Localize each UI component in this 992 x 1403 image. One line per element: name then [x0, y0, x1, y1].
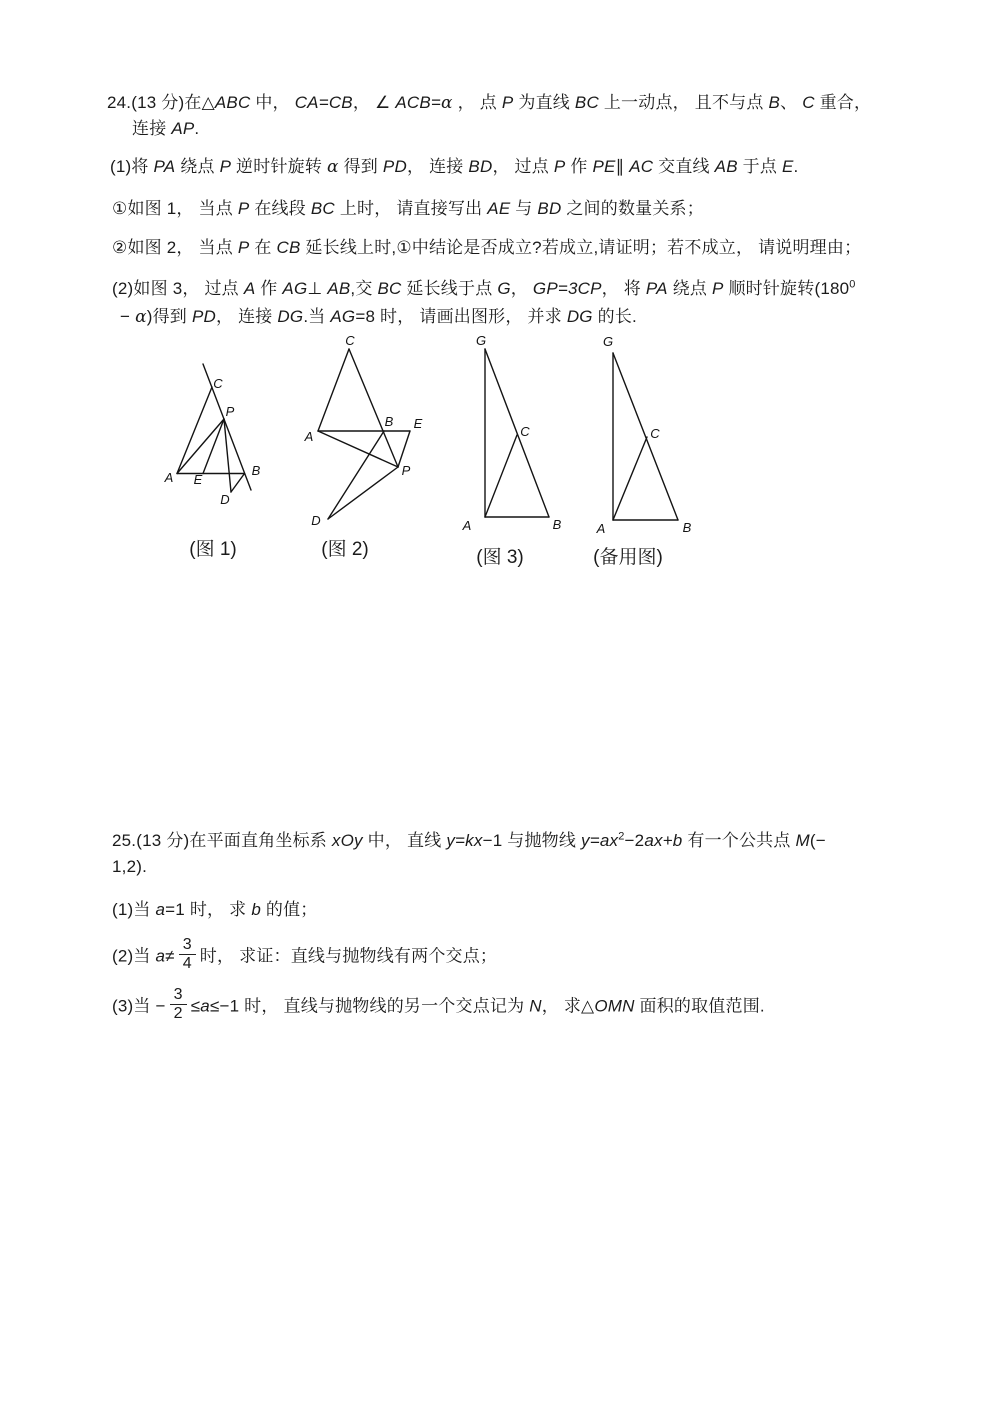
text-segment: 与 [510, 199, 538, 218]
text-segment: ≠ [165, 946, 175, 966]
vertex-label-G: G [602, 334, 614, 349]
vertex-label-C: C [213, 376, 223, 391]
text-segment: P [237, 199, 250, 218]
text-segment: ≤ [190, 996, 201, 1016]
text-segment: 逆时针旋转 [231, 157, 327, 176]
vertex-label-C: C [345, 333, 355, 348]
vertex-label-P: P [225, 404, 235, 419]
text-segment: AG [282, 279, 308, 298]
text-segment: 之间的数量关系； [561, 199, 704, 218]
text-segment: . [793, 157, 799, 176]
vertex-label-D: D [311, 513, 321, 528]
text-segment: BC [574, 93, 599, 112]
text-segment: AB [327, 279, 351, 298]
figure-line [328, 467, 398, 519]
figure-3-caption: (图 3) [476, 547, 524, 568]
text-segment: ， 连接 [215, 307, 278, 326]
p25-line-5 [112, 988, 765, 1026]
text-segment: BC [377, 279, 402, 298]
text-segment: α [441, 93, 453, 113]
text-segment: 中， [250, 93, 295, 112]
text-segment: a [200, 996, 210, 1016]
text-segment: ACB= [395, 93, 442, 112]
text-segment: 有一个公共点 [682, 831, 796, 850]
text-segment: ， 连接 [406, 157, 469, 176]
text-segment: G [497, 279, 511, 298]
p24-line-6 [112, 278, 856, 300]
text-segment: 时， 求证：直线与抛物线有两个交点； [199, 946, 498, 966]
vertex-label-D: D [220, 492, 230, 507]
text-segment: ， 过点 [492, 157, 554, 176]
text-segment: (2)当 [112, 946, 156, 966]
text-segment: A [243, 279, 256, 298]
figure-line [328, 431, 384, 519]
text-segment: P [501, 93, 514, 112]
text-segment: 于点 [737, 157, 782, 176]
text-segment: a [155, 946, 166, 966]
text-segment: 顺时针旋转(180 [723, 279, 850, 298]
text-segment: BC [310, 199, 335, 218]
text-segment: AP [171, 119, 195, 138]
text-segment: CB [276, 238, 301, 257]
text-segment: 24.(13 分)在 [107, 93, 202, 112]
figure-line [398, 431, 410, 467]
text-segment: BD [537, 199, 562, 218]
figure-3-diagram [455, 335, 570, 535]
vertex-label-A: A [462, 518, 472, 533]
text-segment: P [219, 157, 232, 176]
p24-line-3 [110, 156, 798, 178]
text-segment: ， 点 [452, 93, 502, 112]
text-segment: b [251, 900, 261, 919]
text-segment: C [802, 93, 815, 112]
text-segment: N [529, 996, 542, 1016]
fraction: $\frac{3}{2}$ [170, 986, 187, 1024]
text-segment: 、 [780, 93, 803, 112]
text-segment: CA=CB [294, 93, 353, 112]
text-segment: 1,2). [112, 857, 148, 876]
text-segment: E [782, 157, 794, 176]
p24-line-2 [132, 118, 199, 140]
text-segment: −1 与抛物线 [482, 831, 581, 850]
figure-line [177, 419, 224, 474]
figure-2-caption: (图 2) [321, 539, 369, 560]
text-segment: . [194, 119, 200, 138]
text-segment: BD [468, 157, 493, 176]
vertex-label-A: A [304, 429, 314, 444]
text-segment: y=kx [446, 831, 483, 850]
text-segment: △ [201, 93, 215, 112]
text-segment: (2)如图 3， 过点 [112, 279, 244, 298]
text-segment: (3)当 − [112, 996, 166, 1016]
text-segment: AG [330, 307, 356, 326]
text-segment: 在 [249, 238, 277, 257]
text-segment: 25.(13 分)在平面直角坐标系 [112, 831, 332, 850]
text-segment: (− [809, 831, 826, 850]
vertex-label-A: A [164, 470, 174, 485]
p25-line-1 [112, 830, 826, 852]
text-segment: 上一动点， 且不与点 [598, 93, 769, 112]
p24-line-5 [112, 237, 861, 259]
text-segment: ①如图 1， 当点 [112, 199, 238, 218]
vertex-label-B: B [552, 517, 562, 532]
text-segment: ， 将 [601, 279, 646, 298]
p25-line-4 [112, 938, 497, 976]
text-segment: −2 [624, 831, 645, 850]
text-segment: a [155, 900, 166, 919]
figure-line [203, 364, 251, 490]
text-segment: ， [510, 279, 533, 298]
text-segment: 面积的取值范围. [634, 996, 765, 1016]
figure-line [613, 437, 647, 520]
text-segment: P [237, 238, 250, 257]
text-segment: DG [277, 307, 304, 326]
vertex-label-A: A [596, 521, 606, 536]
text-segment: 在线段 [249, 199, 311, 218]
text-segment: 为直线 [513, 93, 575, 112]
figure-line [231, 474, 245, 493]
p24-line-7 [120, 306, 637, 328]
text-segment: P [553, 157, 566, 176]
figure-line [349, 349, 398, 467]
text-segment: y=ax [581, 831, 619, 850]
text-segment: PD [191, 307, 216, 326]
figure-line [203, 419, 224, 474]
text-segment: ≤−1 时， 直线与抛物线的另一个交点记为 [209, 996, 530, 1016]
text-segment: 绕点 [175, 157, 220, 176]
fraction: $\frac{3}{4}$ [179, 936, 196, 974]
text-segment: AC [629, 157, 654, 176]
text-segment: 的值； [260, 900, 318, 919]
vertex-label-C: C [520, 424, 530, 439]
text-segment: AE [487, 199, 511, 218]
text-segment: =8 时， 请画出图形， 并求 [355, 307, 567, 326]
text-segment: α [326, 157, 339, 177]
text-segment: ABC [214, 93, 251, 112]
text-segment: PA [153, 157, 176, 176]
text-segment: AB [714, 157, 738, 176]
text-segment: 连接 [132, 119, 172, 138]
text-segment: 中， 直线 [362, 831, 447, 850]
text-segment: 的长. [592, 307, 637, 326]
text-segment: ⊥ [307, 279, 328, 298]
text-segment: 延长线上时,①中结论是否成立?若成立,请证明；若不成立， 请说明理由； [300, 238, 862, 257]
text-segment: ， 求 [541, 996, 582, 1016]
vertex-label-E: E [413, 416, 423, 431]
text-segment: − [120, 307, 136, 326]
text-segment: PE [592, 157, 616, 176]
text-segment: xOy [331, 831, 363, 850]
p25-line-3 [112, 899, 318, 921]
spare-figure-caption: (备用图) [593, 547, 663, 568]
text-segment: 作 [255, 279, 283, 298]
text-segment: P [711, 279, 724, 298]
p24-line-4 [112, 198, 704, 220]
vertex-label-C: C [650, 426, 660, 441]
text-segment: △ [581, 996, 595, 1016]
text-segment: (1)将 [110, 157, 154, 176]
text-segment: 2 [618, 830, 625, 843]
figure-line [177, 387, 212, 474]
text-segment: α [135, 307, 147, 327]
text-segment: ②如图 2， 当点 [112, 238, 238, 257]
text-segment: 绕点 [667, 279, 712, 298]
text-segment: )得到 [146, 307, 192, 326]
figure-1-caption: (图 1) [189, 539, 237, 560]
text-segment: =1 时， 求 [165, 900, 252, 919]
text-segment: 得到 [338, 157, 383, 176]
text-segment: 上时， 请直接写出 [334, 199, 488, 218]
figure-line [318, 349, 349, 431]
text-segment: 作 [565, 157, 593, 176]
text-segment: 延长线于点 [401, 279, 498, 298]
figure-1-diagram [155, 358, 270, 510]
vertex-label-E: E [193, 472, 203, 487]
text-segment: 0 [849, 278, 856, 291]
p25-line-2 [112, 856, 147, 878]
figure-2-diagram [300, 335, 427, 530]
text-segment: 重合， [814, 93, 872, 112]
text-segment: OMN [594, 996, 635, 1016]
p24-line-1 [107, 92, 871, 114]
text-segment: DG [566, 307, 593, 326]
text-segment: B [768, 93, 781, 112]
text-segment: ， ∠ [352, 93, 396, 112]
text-segment: PD [382, 157, 407, 176]
text-segment: GP=3CP [532, 279, 602, 298]
figure-line [485, 435, 517, 517]
vertex-label-B: B [682, 520, 692, 535]
vertex-label-G: G [475, 333, 487, 348]
text-segment: 交直线 [653, 157, 715, 176]
spare-figure-diagram [590, 335, 700, 535]
text-segment: M [795, 831, 810, 850]
vertex-label-B: B [251, 463, 261, 478]
vertex-label-B: B [384, 414, 394, 429]
text-segment: PA [645, 279, 668, 298]
vertex-label-P: P [401, 463, 411, 478]
text-segment: .当 [303, 307, 331, 326]
text-segment: ax+b [644, 831, 683, 850]
text-segment: ∥ [615, 157, 630, 176]
text-segment: (1)当 [112, 900, 156, 919]
text-segment: ,交 [350, 279, 378, 298]
